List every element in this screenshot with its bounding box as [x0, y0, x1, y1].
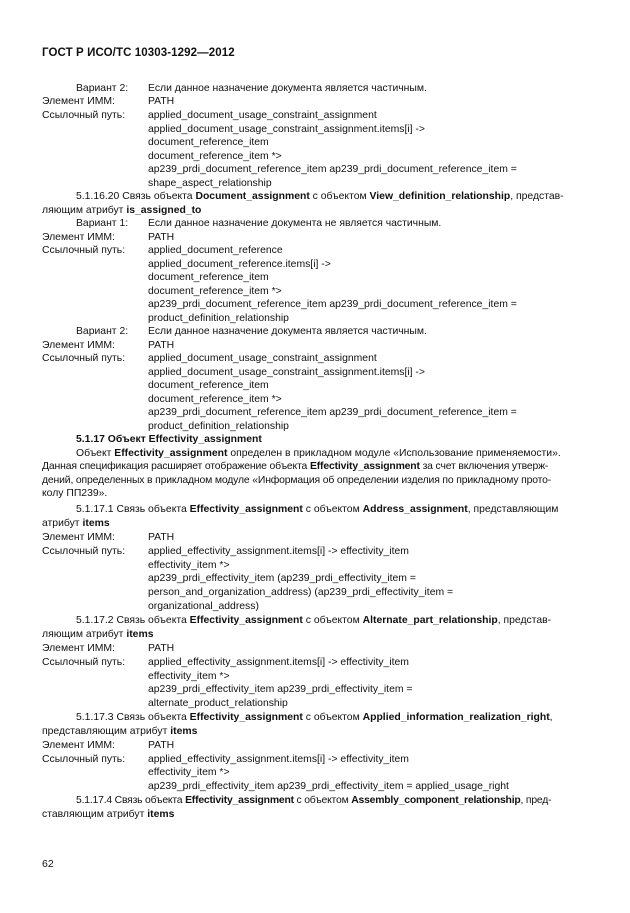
- element-value: PATH: [148, 340, 175, 351]
- section-text: 5.1.17.4 Связь объекта: [76, 795, 186, 806]
- paragraph-line: [76, 448, 561, 460]
- ref-path-line: applied_document_reference: [148, 245, 283, 256]
- section-heading: 5.1.17 Объект Effectivity_assignment: [76, 434, 262, 445]
- section-text: 5.1.17.3 Связь объекта: [76, 712, 190, 723]
- target-object-name: Assembly_component_relationship: [351, 795, 521, 806]
- ref-path-label: Ссылочный путь:: [42, 110, 126, 121]
- ref-path-line: document_reference_item *>: [148, 151, 282, 162]
- target-object-name: View_definition_relationship: [369, 191, 511, 202]
- element-label: Элемент ИММ:: [42, 740, 115, 751]
- ref-path-line: product_definition_relationship: [148, 421, 289, 432]
- attribute-name: items: [170, 726, 198, 737]
- object-name: Document_assignment: [195, 191, 310, 202]
- attribute-name: items: [82, 518, 110, 529]
- element-value: PATH: [148, 96, 175, 107]
- ref-path-line: ap239_prdi_effectivity_item ap239_prdi_effectivity_item = applied_usage_right: [148, 781, 509, 792]
- ref-path-line: document_reference_item: [148, 272, 269, 283]
- ref-path-line: product_definition_relationship: [148, 313, 289, 324]
- object-name: Effectivity_assignment: [185, 795, 294, 806]
- ref-path-label: Ссылочный путь:: [42, 353, 126, 364]
- paragraph-line: [42, 461, 548, 473]
- section-text: атрибут: [42, 518, 83, 529]
- attribute-name: items: [126, 629, 154, 640]
- section-text: , представ-: [510, 191, 564, 202]
- element-value: PATH: [148, 740, 175, 751]
- ref-path-line: ap239_prdi_effectivity_item ap239_prdi_effectivity_item =: [148, 684, 413, 695]
- section-5-1-17-1-line2: [42, 518, 110, 530]
- object-name: Effectivity_assignment: [309, 461, 420, 472]
- object-name: Effectivity_assignment: [114, 448, 228, 459]
- section-text: с объектом: [293, 795, 352, 806]
- variant-text: Если данное назначение документа является частичным.: [148, 326, 427, 337]
- variant-label: Вариант 2:: [76, 83, 129, 94]
- ref-path-label: Ссылочный путь:: [42, 546, 126, 557]
- section-text: с объектом: [302, 615, 363, 626]
- section-5-1-17-4-line2: [42, 809, 174, 821]
- paragraph-line: дений, определенных в прикладном модуле «Информация об определении изделия по прикладному прото-: [42, 475, 552, 486]
- element-value: PATH: [148, 232, 175, 243]
- element-value: PATH: [148, 532, 175, 543]
- section-text: с объектом: [302, 712, 363, 723]
- target-object-name: Address_assignment: [362, 504, 468, 515]
- variant-label: Вариант 2:: [76, 326, 129, 337]
- page-number: 62: [42, 858, 54, 870]
- element-value: PATH: [148, 643, 175, 654]
- ref-path-line: effectivity_item *>: [148, 560, 230, 571]
- paragraph-text: определен в прикладном модуле «Использование применяемости».: [227, 448, 561, 459]
- element-label: Элемент ИММ:: [42, 232, 115, 243]
- section-text: ляющим атрибут: [42, 205, 127, 216]
- ref-path-line: applied_effectivity_assignment.items[i] -> effectivity_item: [148, 754, 409, 765]
- object-name: Effectivity_assignment: [189, 504, 303, 515]
- target-object-name: Alternate_part_relationship: [362, 615, 498, 626]
- ref-path-line: person_and_organization_address) (ap239_prdi_effectivity_item =: [148, 587, 454, 598]
- attribute-name: items: [147, 809, 175, 820]
- section-text: ставляющим атрибут: [42, 809, 148, 820]
- section-text: ,: [549, 712, 553, 723]
- variant-text: Если данное назначение документа является частичным.: [148, 83, 427, 94]
- element-label: Элемент ИММ:: [42, 340, 115, 351]
- ref-path-line: effectivity_item *>: [148, 767, 230, 778]
- ref-path-line: document_reference_item: [148, 137, 269, 148]
- paragraph-line: колу ПП239».: [42, 488, 108, 499]
- element-label: Элемент ИММ:: [42, 96, 115, 107]
- ref-path-line: applied_effectivity_assignment.items[i] -> effectivity_item: [148, 546, 409, 557]
- ref-path-line: applied_document_usage_constraint_assignment: [148, 110, 377, 121]
- section-text: 5.1.16.20 Связь объекта: [76, 191, 196, 202]
- section-text: ляющим атрибут: [42, 629, 127, 640]
- ref-path-line: alternate_product_relationship: [148, 698, 288, 709]
- ref-path-label: Ссылочный путь:: [42, 245, 126, 256]
- ref-path-line: ap239_prdi_effectivity_item (ap239_prdi_effectivity_item =: [148, 573, 416, 584]
- section-5-1-16-20-line1: [76, 191, 564, 203]
- ref-path-line: applied_effectivity_assignment.items[i] -> effectivity_item: [148, 657, 409, 668]
- ref-path-line: organizational_address): [148, 601, 259, 612]
- ref-path-line: applied_document_usage_constraint_assignment: [148, 353, 377, 364]
- element-label: Элемент ИММ:: [42, 532, 115, 543]
- ref-path-line: shape_aspect_relationship: [148, 178, 272, 189]
- attribute-name: is_assigned_to: [126, 205, 202, 216]
- section-5-1-17-1-line1: [76, 504, 558, 516]
- paragraph-text: Данная спецификация расширяет отображение объекта: [42, 461, 310, 472]
- paragraph-text: за счет включения утверж-: [419, 461, 549, 472]
- section-text: 5.1.17.2 Связь объекта: [76, 615, 190, 626]
- section-text: , представляющим: [467, 504, 559, 515]
- ref-path-label: Ссылочный путь:: [42, 754, 126, 765]
- section-5-1-17-3-line2: [42, 726, 197, 738]
- ref-path-line: applied_document_usage_constraint_assignment.items[i] ->: [148, 367, 425, 378]
- ref-path-line: document_reference_item *>: [148, 394, 282, 405]
- ref-path-line: ap239_prdi_document_reference_item ap239_prdi_document_reference_item =: [148, 407, 517, 418]
- ref-path-line: ap239_prdi_document_reference_item ap239_prdi_document_reference_item =: [148, 164, 517, 175]
- section-5-1-16-20-line2: [42, 205, 201, 217]
- section-5-1-17-2-line1: [76, 615, 551, 627]
- paragraph-text: Объект: [76, 448, 115, 459]
- section-text: с объектом: [302, 504, 363, 515]
- section-5-1-17-2-line2: [42, 629, 153, 641]
- ref-path-line: applied_document_usage_constraint_assignment.items[i] ->: [148, 124, 425, 135]
- variant-label: Вариант 1:: [76, 218, 129, 229]
- section-text: 5.1.17.1 Связь объекта: [76, 504, 190, 515]
- section-text: , пред-: [520, 795, 552, 806]
- ref-path-line: document_reference_item: [148, 380, 269, 391]
- ref-path-line: ap239_prdi_document_reference_item ap239_prdi_document_reference_item =: [148, 299, 517, 310]
- section-text: с объектом: [309, 191, 370, 202]
- target-object-name: Applied_information_realization_right: [362, 712, 550, 723]
- ref-path-label: Ссылочный путь:: [42, 657, 126, 668]
- element-label: Элемент ИММ:: [42, 643, 115, 654]
- section-text: представляющим атрибут: [42, 726, 171, 737]
- section-5-1-17-3-line1: [76, 712, 553, 724]
- object-name: Effectivity_assignment: [189, 712, 303, 723]
- ref-path-line: effectivity_item *>: [148, 671, 230, 682]
- section-text: , представ-: [497, 615, 552, 626]
- object-name: Effectivity_assignment: [189, 615, 303, 626]
- section-5-1-17-4-line1: [76, 795, 551, 807]
- variant-text: Если данное назначение документа не является частичным.: [148, 218, 442, 229]
- ref-path-line: applied_document_reference.items[i] ->: [148, 259, 331, 270]
- ref-path-line: document_reference_item *>: [148, 286, 282, 297]
- document-header: ГОСТ Р ИСО/ТС 10303-1292—2012: [42, 47, 235, 59]
